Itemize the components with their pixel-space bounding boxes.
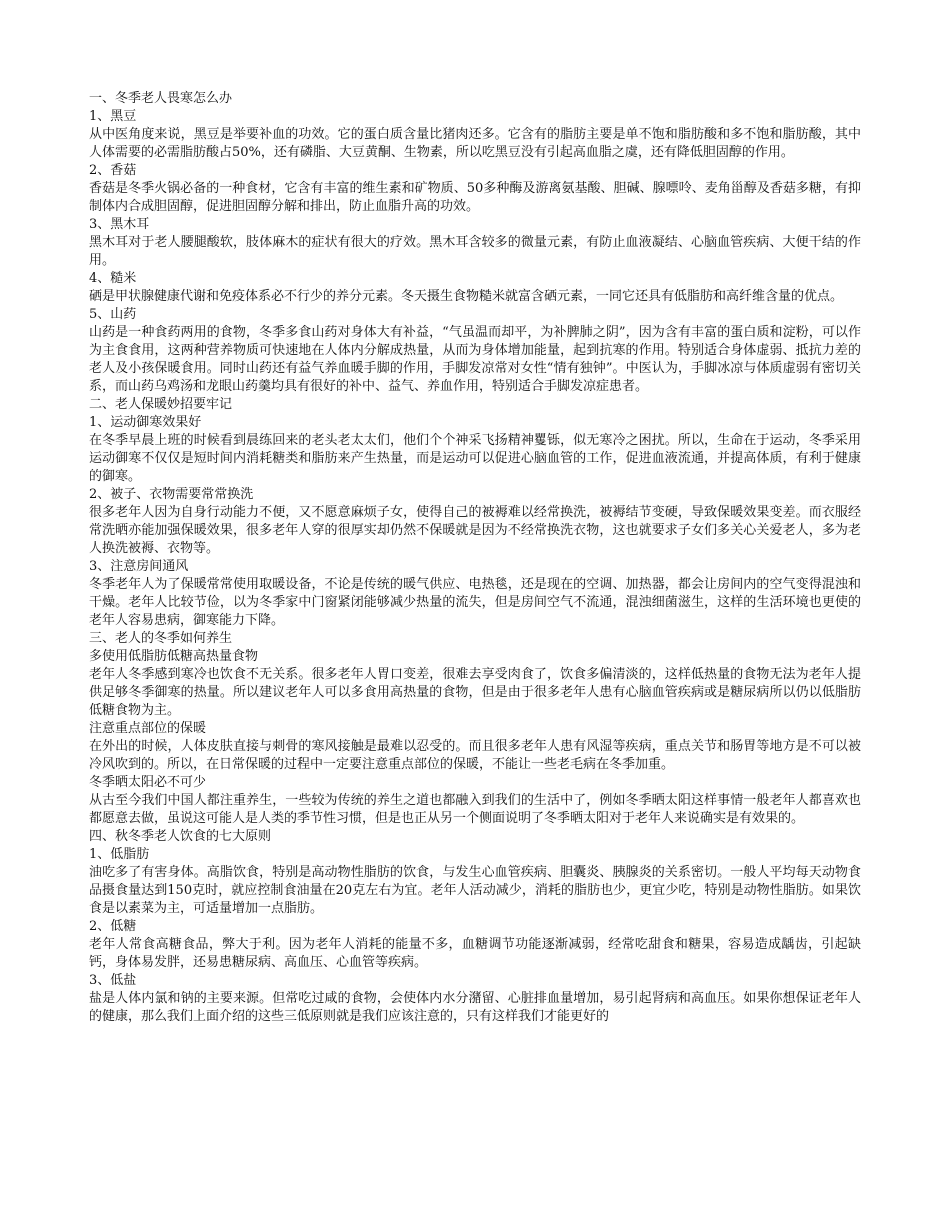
- section-heading: 三、老人的冬季如何养生: [89, 631, 233, 646]
- paragraph: 在外出的时候，人体皮肤直接与刺骨的寒风接触是最难以忍受的。而且很多老年人患有风湿等疾病，重点关节和肠胃等地方是不可以被冷风吹到的。所以，在日常保暖的过程中一定要注意重点部位的保暖，不能让一些老毛病在冬季加重。: [89, 739, 861, 772]
- paragraph: 山药是一种食药两用的食物，冬季多食山药对身体大有补益，“气虽温而却平，为补脾肺之阴”，因为含有丰富的蛋白质和淀粉，可以作为主食食用，这两种营养物质可快速地在人体内分解成热量，从而为身体增加能量，起到抗寒的作用。特别适合身体虚弱、抵抗力差的老人及小孩保暖食用。同时山药还有益气养血暖手脚的作用，手脚发凉常对女性“情有独钟”。中医认为，手脚冰凉与体质虚弱有密切关系，而山药乌鸡汤和龙眼山药羹均具有很好的补中、益气、养血作用，特别适合手脚发凉症患者。: [89, 325, 861, 394]
- paragraph: 在冬季早晨上班的时候看到晨练回来的老头老太太们，他们个个神采飞扬精神矍铄，似无寒冷之困扰。所以，生命在于运动，冬季采用运动御寒不仅仅是短时间内消耗糖类和脂肪来产生热量，而是运动可以促进心脑血管的工作，促进血液流通，并提高体质，有利于健康的御寒。: [89, 433, 861, 484]
- subsection-heading: 1、低脂肪: [89, 847, 150, 862]
- paragraph: 冬季老年人为了保暖常常使用取暖设备，不论是传统的暖气供应、电热毯，还是现在的空调、加热器，都会让房间内的空气变得混浊和干燥。老年人比较节俭，以为冬季家中门窗紧闭能够减少热量的流失，但是房间空气不流通，混浊细菌滋生，这样的生活环境也更使的老年人容易患病，御寒能力下降。: [89, 577, 861, 628]
- subsection-heading: 冬季晒太阳必不可少: [89, 775, 207, 790]
- paragraph: 油吃多了有害身体。高脂饮食，特别是高动物性脂肪的饮食，与发生心血管疾病、胆囊炎、胰腺炎的关系密切。一般人平均每天动物食品摄食量达到150克时，就应控制食油量在20克左右为宜。老年人活动减少，消耗的脂肪也少，更宜少吃，特别是动物性脂肪。如果饮食是以素菜为主，可适量增加一点脂肪。: [89, 865, 861, 916]
- paragraph: 很多老年人因为自身行动能力不便，又不愿意麻烦子女，使得自己的被褥难以经常换洗，被褥结节变硬，导致保暖效果变差。而衣服经常洗晒亦能加强保暖效果，很多老年人穿的很厚实却仍然不保暖就是因为不经常换洗衣物，这也就要求子女们多关心关爱老人，多为老人换洗被褥、衣物等。: [89, 505, 861, 556]
- subsection-heading: 3、低盐: [89, 973, 137, 988]
- paragraph: 老年人常食高糖食品，弊大于利。因为老年人消耗的能量不多，血糖调节功能逐渐减弱，经常吃甜食和糖果，容易造成龋齿，引起缺钙，身体易发胖，还易患糖尿病、高血压、心血管等疾病。: [89, 937, 861, 970]
- subsection-heading: 注意重点部位的保暖: [89, 721, 207, 736]
- subsection-heading: 1、黑豆: [89, 109, 137, 124]
- subsection-heading: 3、黑木耳: [89, 217, 150, 232]
- subsection-heading: 5、山药: [89, 307, 137, 322]
- paragraph: 香菇是冬季火锅必备的一种食材，它含有丰富的维生素和矿物质、50多种酶及游离氨基酸、胆碱、腺嘌呤、麦角甾醇及香菇多糖，有抑制体内合成胆固醇，促进胆固醇分解和排出，防止血脂升高的功效。: [89, 181, 861, 214]
- subsection-heading: 2、香菇: [89, 163, 137, 178]
- subsection-heading: 1、运动御寒效果好: [89, 415, 202, 430]
- subsection-heading: 3、注意房间通风: [89, 559, 189, 574]
- section-heading: 二、老人保暖妙招要牢记: [89, 397, 233, 412]
- paragraph: 老年人冬季感到寒冷也饮食不无关系。很多老年人胃口变差，很难去享受肉食了，饮食多偏清淡的，这样低热量的食物无法为老年人提供足够冬季御寒的热量。所以建议老年人可以多食用高热量的食物，但是由于很多老年人患有心脑血管疾病或是糖尿病所以仍以低脂肪低糖食物为主。: [89, 667, 861, 718]
- subsection-heading: 4、糙米: [89, 271, 137, 286]
- subsection-heading: 2、低糖: [89, 919, 137, 934]
- subsection-heading: 2、被子、衣物需要常常换洗: [89, 487, 254, 502]
- paragraph: 硒是甲状腺健康代谢和免疫体系必不行少的养分元素。冬天摄生食物糙米就富含硒元素，一同它还具有低脂肪和高纤维含量的优点。: [89, 289, 844, 304]
- paragraph: 从中医角度来说，黑豆是举要补血的功效。它的蛋白质含量比猪肉还多。它含有的脂肪主要是单不饱和脂肪酸和多不饱和脂肪酸，其中人体需要的必需脂肪酸占50%，还有磷脂、大豆黄酮、生物素，所以吃黑豆没有引起高血脂之虞，还有降低胆固醇的作用。: [89, 127, 861, 160]
- section-heading: 四、秋冬季老人饮食的七大原则: [89, 829, 272, 844]
- paragraph: 盐是人体内氯和钠的主要来源。但常吃过咸的食物，会使体内水分潴留、心脏排血量增加，易引起肾病和高血压。如果你想保证老年人的健康，那么我们上面介绍的这些三低原则就是我们应该注意的，只有这样我们才能更好的: [89, 991, 861, 1024]
- subsection-heading: 多使用低脂肪低糖高热量食物: [89, 649, 259, 664]
- paragraph: 黑木耳对于老人腰腿酸软，肢体麻木的症状有很大的疗效。黑木耳含较多的微量元素，有防止血液凝结、心脑血管疾病、大便干结的作用。: [89, 235, 861, 268]
- section-heading: 一、冬季老人畏寒怎么办: [89, 91, 233, 106]
- paragraph: 从古至今我们中国人都注重养生，一些较为传统的养生之道也都融入到我们的生活中了，例如冬季晒太阳这样事情一般老年人都喜欢也都愿意去做，虽说这可能人是人类的季节性习惯，但是也正从另一个侧面说明了冬季晒太阳对于老年人来说确实是有效果的。: [89, 793, 861, 826]
